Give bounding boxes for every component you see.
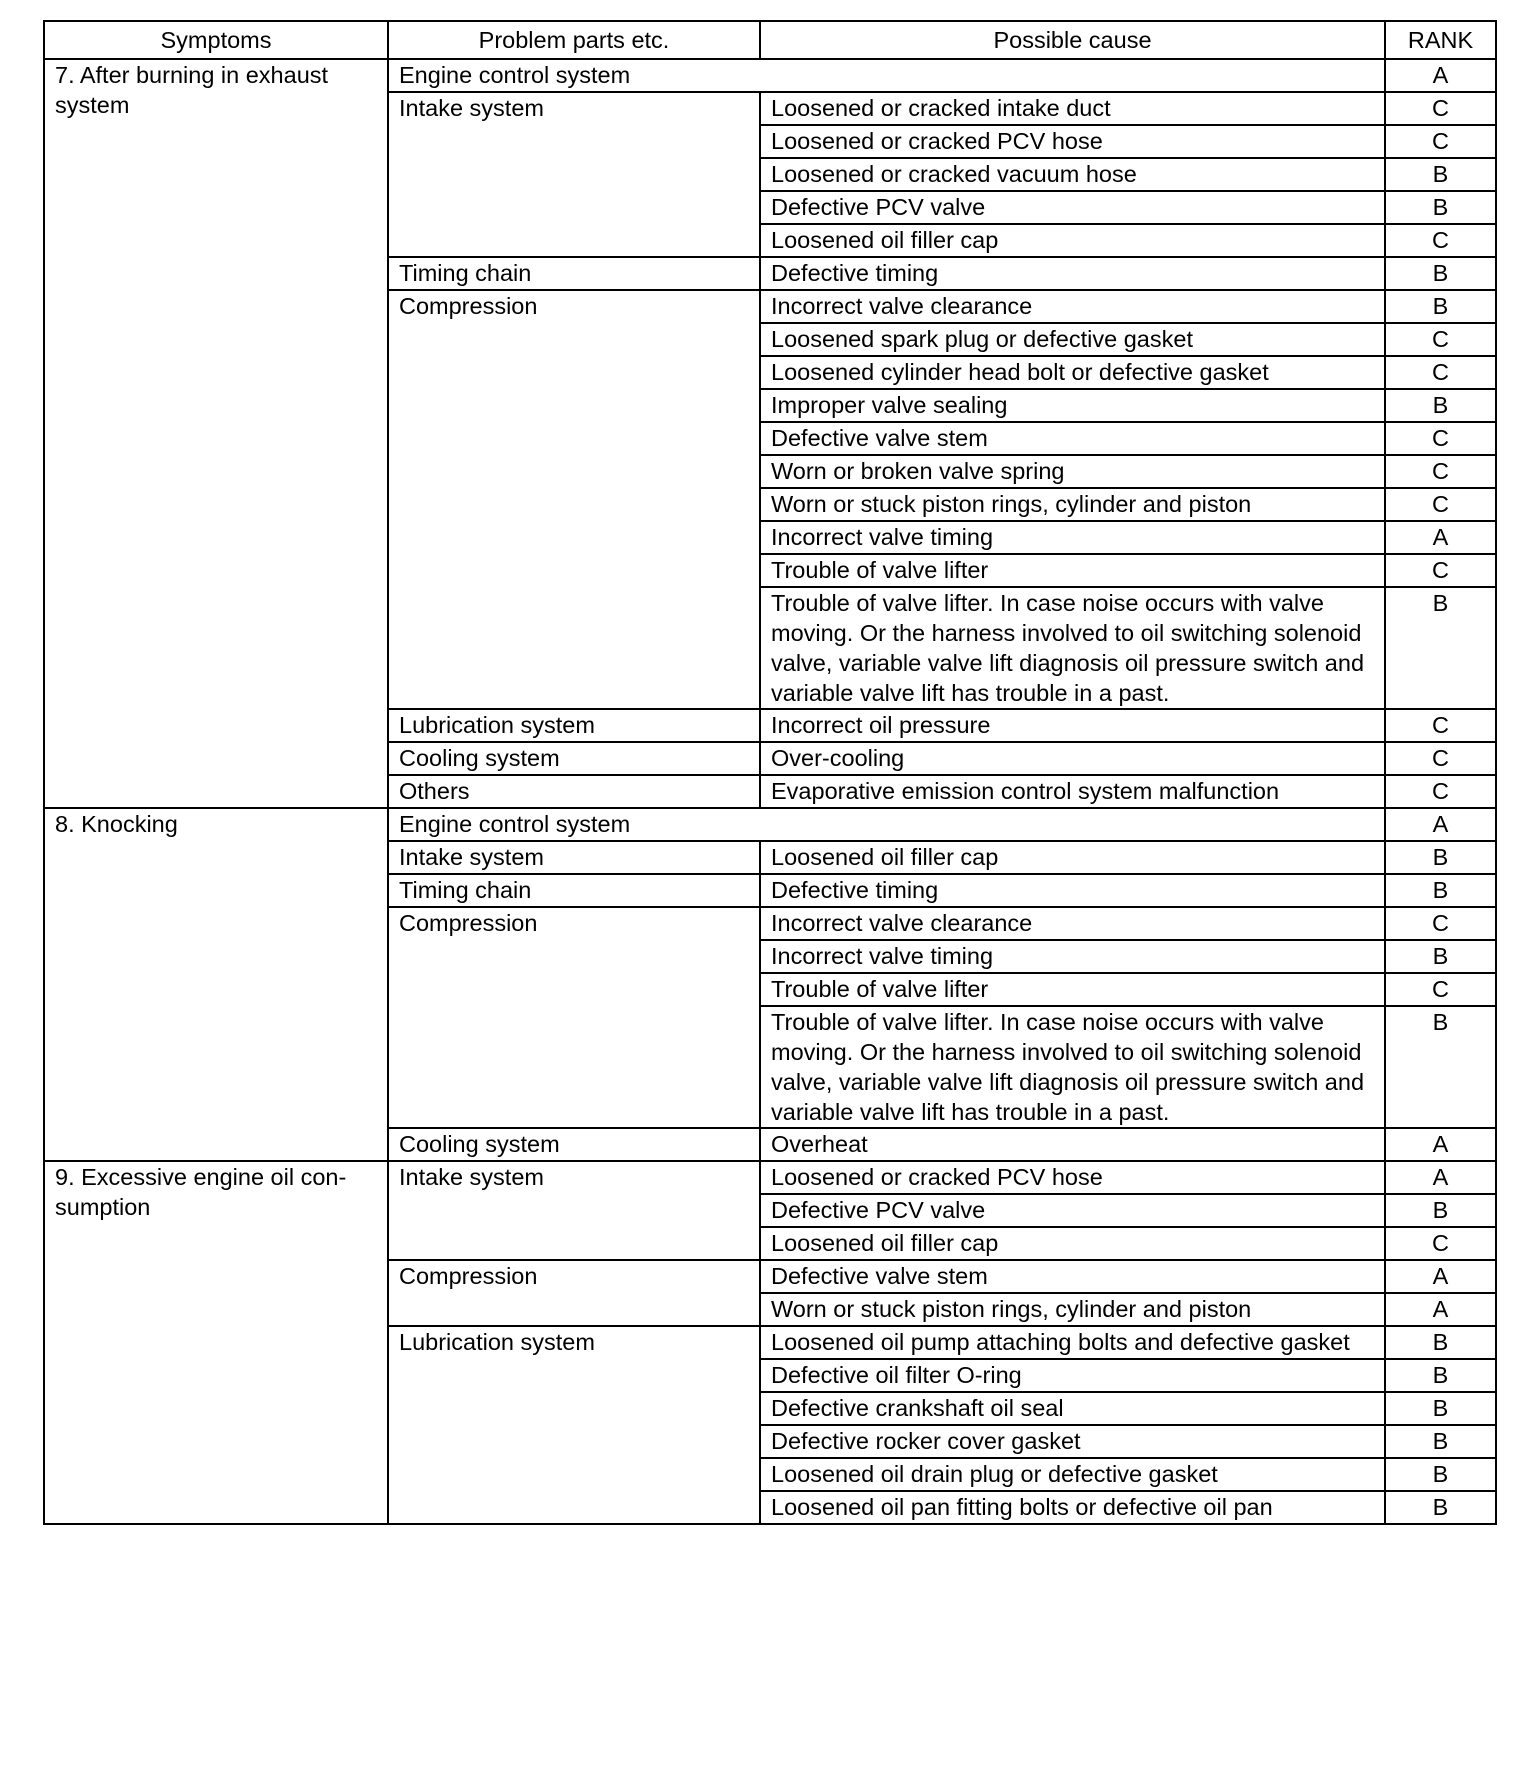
possible-cause-cell: Loosened or cracked PCV hose: [760, 125, 1385, 158]
diagnosis-table: [43, 20, 1497, 1525]
rank-cell: C: [1385, 356, 1496, 389]
possible-cause-cell: Trouble of valve lifter. In case noise occurs with valve moving. Or the harness involved to oil switching solenoid valve, variable valve lift diagnosis oil pressure switch and variable valve lift has trouble in a past.: [760, 1006, 1385, 1128]
rank-cell: A: [1385, 1161, 1496, 1194]
header-symptoms: Symptoms: [44, 21, 388, 59]
problem-part-cell: Compression: [388, 1260, 760, 1326]
rank-cell: C: [1385, 973, 1496, 1006]
problem-part-cell: Lubrication system: [388, 709, 760, 742]
rank-cell: A: [1385, 1293, 1496, 1326]
possible-cause-cell: Incorrect valve timing: [760, 521, 1385, 554]
problem-part-cell: Cooling system: [388, 1128, 760, 1161]
problem-part-cell: Lubrication system: [388, 1326, 760, 1524]
problem-part-cell: Engine control system: [388, 808, 1385, 841]
problem-part-cell: Engine control system: [388, 59, 1385, 92]
possible-cause-cell: Defective valve stem: [760, 1260, 1385, 1293]
rank-cell: B: [1385, 1326, 1496, 1359]
rank-cell: B: [1385, 940, 1496, 973]
rank-cell: B: [1385, 290, 1496, 323]
possible-cause-cell: Improper valve sealing: [760, 389, 1385, 422]
rank-cell: C: [1385, 224, 1496, 257]
symptom-cell: 9. Excessive engine oil consumption: [44, 1161, 388, 1524]
rank-cell: B: [1385, 587, 1496, 709]
possible-cause-cell: Evaporative emission control system malfunction: [760, 775, 1385, 808]
symptom-cell: 8. Knocking: [44, 808, 388, 1161]
possible-cause-cell: Incorrect valve timing: [760, 940, 1385, 973]
problem-part-cell: Cooling system: [388, 742, 760, 775]
possible-cause-cell: Incorrect valve clearance: [760, 290, 1385, 323]
rank-cell: C: [1385, 554, 1496, 587]
rank-cell: C: [1385, 775, 1496, 808]
rank-cell: B: [1385, 1392, 1496, 1425]
table-row: [44, 1161, 1496, 1194]
rank-cell: C: [1385, 907, 1496, 940]
rank-cell: B: [1385, 1194, 1496, 1227]
possible-cause-cell: Loosened oil pump attaching bolts and defective gasket: [760, 1326, 1385, 1359]
rank-cell: A: [1385, 59, 1496, 92]
problem-part-cell: Intake system: [388, 92, 760, 257]
rank-cell: B: [1385, 1006, 1496, 1128]
possible-cause-cell: Defective timing: [760, 874, 1385, 907]
rank-cell: B: [1385, 841, 1496, 874]
rank-cell: C: [1385, 455, 1496, 488]
possible-cause-cell: Loosened or cracked intake duct: [760, 92, 1385, 125]
rank-cell: A: [1385, 521, 1496, 554]
rank-cell: B: [1385, 1491, 1496, 1524]
header-problem-parts: Problem parts etc.: [388, 21, 760, 59]
rank-cell: B: [1385, 158, 1496, 191]
problem-part-cell: Intake system: [388, 841, 760, 874]
header-row: [44, 21, 1496, 59]
possible-cause-cell: Worn or broken valve spring: [760, 455, 1385, 488]
possible-cause-cell: Loosened spark plug or defective gasket: [760, 323, 1385, 356]
table-body: [44, 59, 1496, 1524]
possible-cause-cell: Loosened oil filler cap: [760, 841, 1385, 874]
possible-cause-cell: Loosened oil pan fitting bolts or defective oil pan: [760, 1491, 1385, 1524]
rank-cell: C: [1385, 422, 1496, 455]
problem-part-cell: Timing chain: [388, 257, 760, 290]
rank-cell: A: [1385, 808, 1496, 841]
possible-cause-cell: Defective rocker cover gasket: [760, 1425, 1385, 1458]
possible-cause-cell: Defective crankshaft oil seal: [760, 1392, 1385, 1425]
rank-cell: B: [1385, 874, 1496, 907]
rank-cell: C: [1385, 488, 1496, 521]
rank-cell: A: [1385, 1260, 1496, 1293]
rank-cell: B: [1385, 1359, 1496, 1392]
rank-cell: B: [1385, 389, 1496, 422]
possible-cause-cell: Loosened oil drain plug or defective gasket: [760, 1458, 1385, 1491]
possible-cause-cell: Trouble of valve lifter: [760, 973, 1385, 1006]
rank-cell: C: [1385, 742, 1496, 775]
problem-part-cell: Others: [388, 775, 760, 808]
rank-cell: B: [1385, 1458, 1496, 1491]
rank-cell: C: [1385, 1227, 1496, 1260]
problem-part-cell: Compression: [388, 907, 760, 1128]
possible-cause-cell: Defective valve stem: [760, 422, 1385, 455]
possible-cause-cell: Loosened or cracked PCV hose: [760, 1161, 1385, 1194]
rank-cell: B: [1385, 1425, 1496, 1458]
possible-cause-cell: Defective PCV valve: [760, 1194, 1385, 1227]
rank-cell: B: [1385, 257, 1496, 290]
possible-cause-cell: Loosened oil filler cap: [760, 224, 1385, 257]
possible-cause-cell: Worn or stuck piston rings, cylinder and piston: [760, 1293, 1385, 1326]
rank-cell: C: [1385, 709, 1496, 742]
problem-part-cell: Timing chain: [388, 874, 760, 907]
possible-cause-cell: Loosened or cracked vacuum hose: [760, 158, 1385, 191]
problem-part-cell: Compression: [388, 290, 760, 709]
rank-cell: C: [1385, 125, 1496, 158]
possible-cause-cell: Defective oil filter O-ring: [760, 1359, 1385, 1392]
possible-cause-cell: Incorrect oil pressure: [760, 709, 1385, 742]
table-row: [44, 59, 1496, 92]
rank-cell: C: [1385, 92, 1496, 125]
symptom-cell: 7. After burning in exhaust system: [44, 59, 388, 808]
rank-cell: C: [1385, 323, 1496, 356]
problem-part-cell: Intake system: [388, 1161, 760, 1260]
possible-cause-cell: Defective PCV valve: [760, 191, 1385, 224]
possible-cause-cell: Loosened oil filler cap: [760, 1227, 1385, 1260]
possible-cause-cell: Worn or stuck piston rings, cylinder and piston: [760, 488, 1385, 521]
possible-cause-cell: Trouble of valve lifter. In case noise occurs with valve moving. Or the harness involved to oil switching solenoid valve, variable valve lift diagnosis oil pressure switch and variable valve lift has trouble in a past.: [760, 587, 1385, 709]
header-rank: RANK: [1385, 21, 1496, 59]
possible-cause-cell: Trouble of valve lifter: [760, 554, 1385, 587]
possible-cause-cell: Incorrect valve clearance: [760, 907, 1385, 940]
possible-cause-cell: Overheat: [760, 1128, 1385, 1161]
possible-cause-cell: Defective timing: [760, 257, 1385, 290]
header-possible-cause: Possible cause: [760, 21, 1385, 59]
possible-cause-cell: Over-cooling: [760, 742, 1385, 775]
rank-cell: A: [1385, 1128, 1496, 1161]
possible-cause-cell: Loosened cylinder head bolt or defective gasket: [760, 356, 1385, 389]
rank-cell: B: [1385, 191, 1496, 224]
table-row: [44, 808, 1496, 841]
